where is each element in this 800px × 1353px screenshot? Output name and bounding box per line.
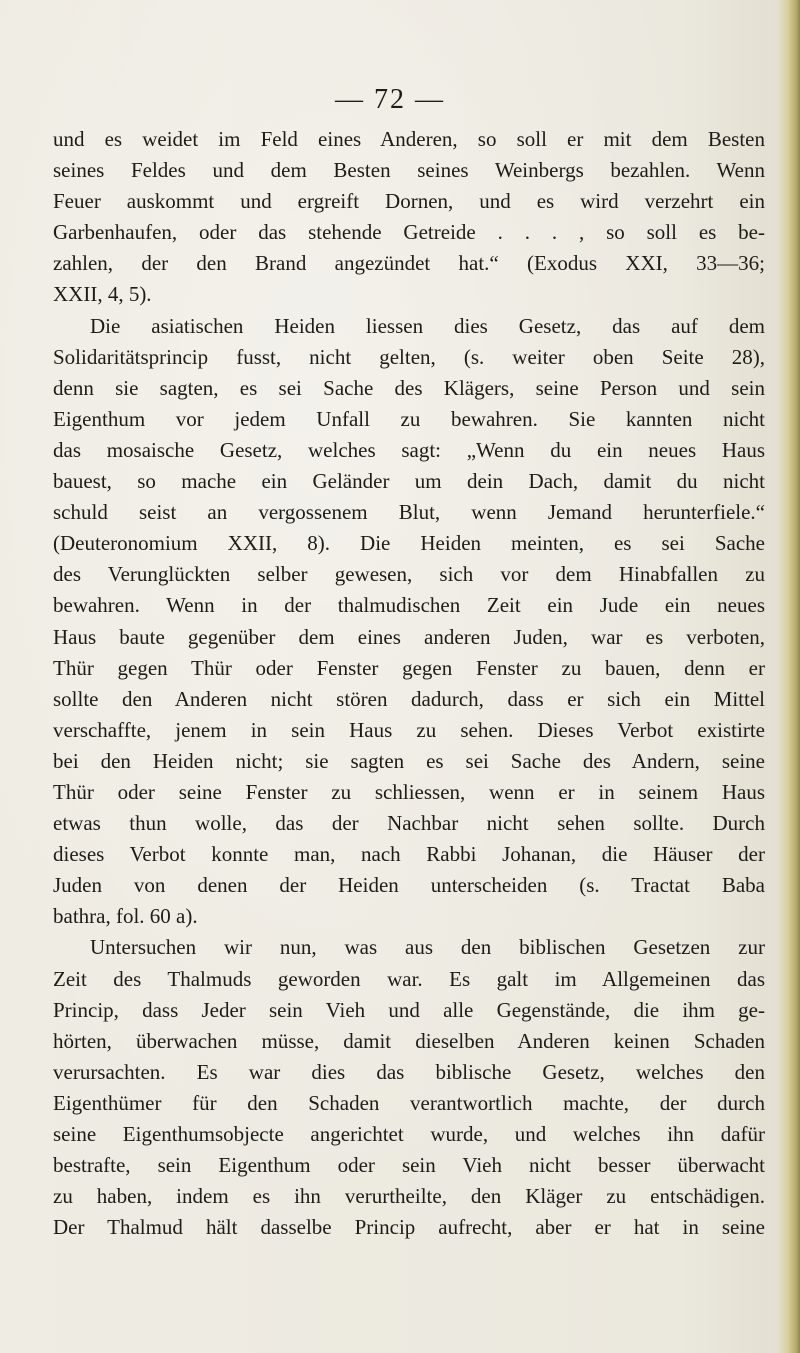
page-edge-stain <box>778 0 800 1353</box>
text-line: XXII, 4, 5). <box>53 282 152 307</box>
text-line: Haus baute gegenüber dem eines anderen Juden, war es verboten, <box>53 624 765 649</box>
text-line: Der Thalmud hält dasselbe Princip aufrecht, aber er hat in seine <box>53 1215 765 1240</box>
text-line: zu haben, indem es ihn verurtheilte, den Kläger zu entschädigen. <box>53 1184 765 1209</box>
text-line: etwas thun wolle, das der Nachbar nicht sehen sollte. Durch <box>53 811 765 836</box>
text-line: Juden von denen der Heiden unterscheiden (s. Tractat Baba <box>53 873 765 898</box>
text-line: Garbenhaufen, oder das stehende Getreide . . . , so soll es be- <box>53 220 765 245</box>
text-line: Eigenthum vor jedem Unfall zu bewahren. Sie kannten nicht <box>53 406 765 431</box>
text-line: verschaffte, jenem in sein Haus zu sehen. Dieses Verbot existirte <box>53 717 765 742</box>
text-line: Thür gegen Thür oder Fenster gegen Fenster zu bauen, denn er <box>53 655 765 680</box>
text-line: bauest, so mache ein Geländer um dein Dach, damit du nicht <box>53 469 765 494</box>
text-line: verursachten. Es war dies das biblische Gesetz, welches den <box>53 1059 765 1084</box>
text-line: dieses Verbot konnte man, nach Rabbi Johanan, die Häuser der <box>53 842 765 867</box>
text-line: Eigenthümer für den Schaden verantwortlich machte, der durch <box>53 1090 765 1115</box>
text-line: sollte den Anderen nicht stören dadurch, dass er sich ein Mittel <box>53 686 765 711</box>
text-line: Zeit des Thalmuds geworden war. Es galt im Allgemeinen das <box>53 966 765 991</box>
text-line: das mosaische Gesetz, welches sagt: „Wenn du ein neues Haus <box>53 437 765 462</box>
text-line: Thür oder seine Fenster zu schliessen, wenn er in seinem Haus <box>53 779 765 804</box>
text-line: zahlen, der den Brand angezündet hat.“ (Exodus XXI, 33—36; <box>53 251 765 276</box>
page-number: — 72 — <box>335 84 445 115</box>
text-line: des Verunglückten selber gewesen, sich vor dem Hinabfallen zu <box>53 562 765 587</box>
text-line: bestrafte, sein Eigenthum oder sein Vieh nicht besser überwacht <box>53 1153 765 1178</box>
text-line: hörten, überwachen müsse, damit dieselben Anderen keinen Schaden <box>53 1028 765 1053</box>
text-line: seine Eigenthumsobjecte angerichtet wurde, und welches ihn dafür <box>53 1122 765 1146</box>
body-text <box>53 124 765 1243</box>
text-line: bathra, fol. 60 a). <box>53 904 198 929</box>
text-line: seines Feldes und dem Besten seines Weinbergs bezahlen. Wenn <box>53 158 765 183</box>
text-line: denn sie sagten, es sei Sache des Klägers, seine Person und sein <box>53 375 765 400</box>
paragraph-start-line: Untersuchen wir nun, was aus den biblischen Gesetzen zur <box>90 935 765 960</box>
text-line: (Deuteronomium XXII, 8). Die Heiden meinten, es sei Sache <box>53 531 765 556</box>
text-line: Feuer auskommt und ergreift Dornen, und es wird verzehrt ein <box>53 189 765 214</box>
text-line: bei den Heiden nicht; sie sagten es sei Sache des Andern, seine <box>53 748 765 773</box>
text-line: Solidaritätsprincip fusst, nicht gelten, (s. weiter oben Seite 28), <box>53 344 765 369</box>
text-line: bewahren. Wenn in der thalmudischen Zeit ein Jude ein neues <box>53 593 765 618</box>
paragraph-start-line: Die asiatischen Heiden liessen dies Gesetz, das auf dem <box>90 313 765 338</box>
text-line: Princip, dass Jeder sein Vieh und alle Gegenstände, die ihm ge- <box>53 997 765 1022</box>
text-line: schuld seist an vergossenem Blut, wenn Jemand herunterfiele.“ <box>53 500 765 525</box>
text-line: und es weidet im Feld eines Anderen, so soll er mit dem Besten <box>53 127 765 151</box>
